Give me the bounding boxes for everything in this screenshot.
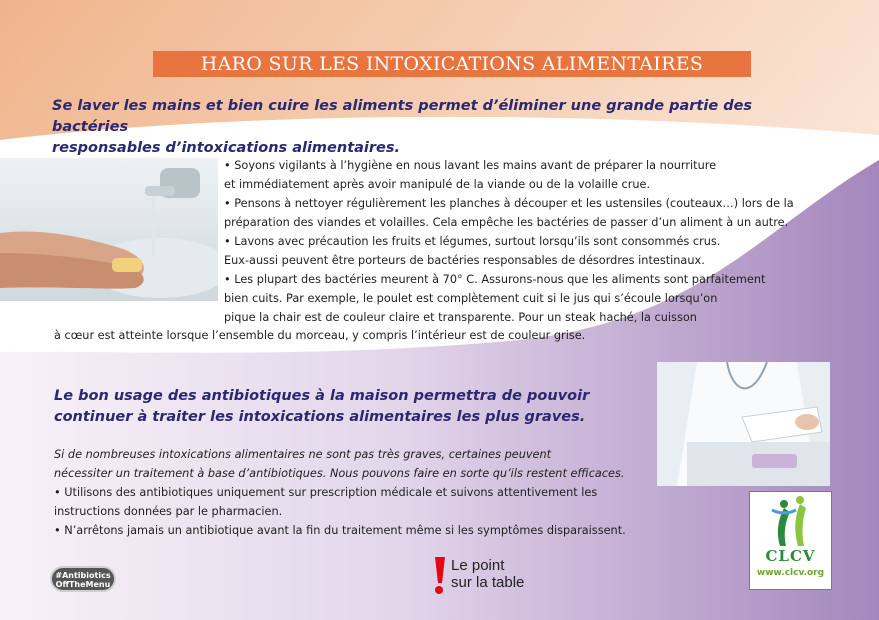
section2-lead — [54, 386, 614, 428]
section1-line: pique la chair est de couleur claire et transparente. Pour un steak haché, la cuisson — [224, 311, 697, 324]
badge-line: OffTheMenu — [55, 580, 111, 589]
le-point-line: Le point — [451, 557, 505, 574]
section1-lead-line: responsables d’intoxications alimentaires. — [52, 140, 400, 156]
clcv-url: www.clcv.org — [756, 568, 825, 578]
section1-line: • Pensons à nettoyer régulièrement les planches à découper et les ustensiles (couteaux…) lors de la — [224, 197, 794, 210]
section1-lead — [52, 96, 822, 159]
section2-bullet-line: instructions données par le pharmacien. — [54, 505, 283, 518]
section2-bullet-line: • N’arrêtons jamais un antibiotique avant la fin du traitement même si les symptômes disparaissent. — [54, 524, 626, 537]
page-title: HARO SUR LES INTOXICATIONS ALIMENTAIRES — [200, 53, 704, 75]
section1-lead-line: Se laver les mains et bien cuire les aliments permet d’éliminer une grande partie des bactéries — [52, 98, 753, 135]
le-point-text — [451, 557, 524, 591]
section1-line: • Les plupart des bactéries meurent à 70° C. Assurons-nous que les aliments sont parfaitement — [224, 273, 766, 286]
section1-line: • Lavons avec précaution les fruits et légumes, surtout lorsqu’ils sont consommés crus. — [224, 235, 721, 248]
section1-body — [224, 156, 824, 327]
antibiotics-badge — [50, 566, 116, 592]
section2-body — [54, 445, 664, 540]
section2-intro-line: Si de nombreuses intoxications alimentaires ne sont pas très graves, certaines peuvent — [54, 448, 552, 461]
le-point-logo — [431, 555, 531, 595]
section2-lead-line: continuer à traiter les intoxications alimentaires les plus graves. — [54, 409, 586, 425]
badge-line: #Antibiotics — [55, 571, 111, 580]
section2-lead-line: Le bon usage des antibiotiques à la maison permettra de pouvoir — [54, 388, 590, 404]
clcv-name: CLCV — [765, 547, 816, 565]
section1-line: Eux-aussi peuvent être porteurs de bactéries responsables de désordres intestinaux. — [224, 254, 705, 267]
clcv-logo — [749, 491, 832, 590]
section1-line: et immédiatement après avoir manipulé de la viande ou de la volaille crue. — [224, 178, 651, 191]
section2-bullet-line: • Utilisons des antibiotiques uniquement sur prescription médicale et suivons attentivement les — [54, 486, 598, 499]
section1-line: bien cuits. Par exemple, le poulet est complètement cuit si le jus qui s’écoule lorsqu’on — [224, 292, 718, 305]
handwashing-photo — [0, 158, 218, 301]
section2-intro-line: nécessiter un traitement à base d’antibiotiques. Nous pouvons faire en sorte qu’ils restent efficaces. — [54, 467, 625, 480]
title-banner — [153, 51, 751, 77]
exclamation-icon — [431, 555, 449, 595]
section1-last-line: à cœur est atteinte lorsque l’ensemble du morceau, y compris l’intérieur est de couleur grise. — [54, 329, 586, 342]
section1-line: • Soyons vigilants à l’hygiène en nous lavant les mains avant de préparer la nourriture — [224, 159, 717, 172]
section1-line: préparation des viandes et volailles. Cela empêche les bactéries de passer d’un aliment à un autre. — [224, 216, 789, 229]
doctor-photo — [657, 362, 830, 486]
le-point-line: sur la table — [451, 574, 525, 591]
clcv-figures-icon — [750, 492, 831, 548]
